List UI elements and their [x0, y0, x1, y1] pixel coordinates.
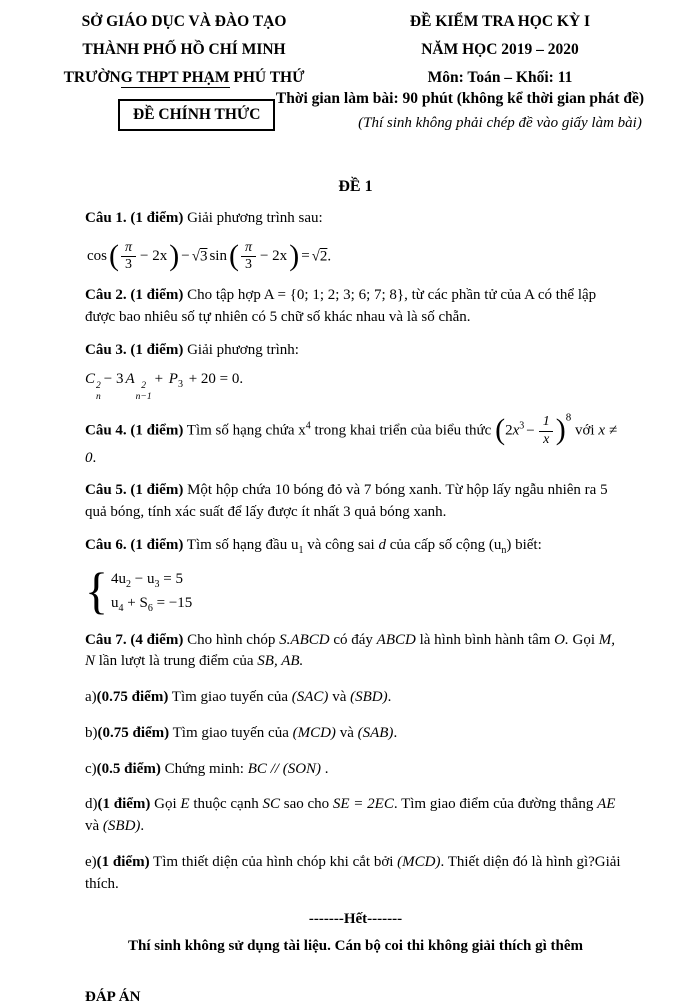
- math-token: π: [125, 239, 133, 255]
- question-3-label: Câu 3. (1 điểm): [85, 341, 184, 358]
- math-token: =: [301, 248, 310, 265]
- issuer-line-1: SỞ GIÁO DỤC VÀ ĐÀO TẠO: [81, 13, 287, 30]
- math-token: 6: [147, 603, 153, 615]
- math-token: −: [526, 422, 535, 439]
- exam-duration: Thời gian làm bài: 90 phút (không kể thời gian phát đề): [275, 90, 645, 107]
- question-5-label: Câu 5. (1 điểm): [85, 482, 184, 499]
- math-supsub: [96, 381, 101, 403]
- school-name-underlined: G THPT PHẠM: [120, 69, 230, 86]
- question-4-text: trong khai triển của biểu thức: [310, 422, 496, 439]
- subquestion-points: (1 điểm): [97, 796, 151, 813]
- math-token: − 2x: [140, 248, 168, 265]
- subquestion-text: .: [387, 689, 392, 706]
- question-6-text: của cấp số cộng: [385, 536, 489, 553]
- question-2-text: Cho tập hợp A = {0; 1; 2; 3; 6; 7; 8}, từ các phần tử của A có thể lập được bao nhiêu số tự nhiên có 5 chữ số khác nhau và là số chẵn.: [85, 287, 597, 325]
- question-6-text: Tìm số hạng đầu u: [183, 536, 299, 553]
- math-token: .: [327, 248, 332, 265]
- subquestion-text: . Tìm giao điểm của đường thẳng: [393, 796, 598, 813]
- subquestion-math: SE = 2EC: [332, 796, 394, 813]
- subquestion-math: BC // (SON): [247, 760, 322, 777]
- official-exam-stamp: ĐỀ CHÍNH THỨC: [118, 99, 275, 131]
- subquestion-points: (0.75 điểm): [97, 724, 170, 741]
- radical-icon: √: [311, 248, 320, 265]
- math-token: − 2x: [259, 248, 288, 265]
- subquestion-letter: e): [85, 853, 97, 870]
- math-token: cos: [87, 248, 107, 265]
- question-5-text: Một hộp chứa 10 bóng đỏ và 7 bóng xanh. Từ hộp lấy ngẫu nhiên ra 5 quả bóng, tính xác suất để lấy được ít nhất 3 quả bóng xanh.: [85, 482, 608, 521]
- question-1-text: Giải phương trình sau:: [183, 210, 323, 226]
- math-token: 8: [565, 411, 572, 424]
- question-2: [85, 285, 626, 329]
- question-7e: [85, 852, 626, 896]
- question-7-math: O.: [554, 631, 569, 648]
- question-7c: [85, 759, 626, 781]
- math-token: 2: [126, 579, 132, 591]
- question-4-label: Câu 4. (1 điểm): [85, 422, 184, 439]
- math-paren: ): [506, 536, 512, 553]
- subquestion-text: Gọi: [150, 796, 181, 813]
- math-paren: ): [555, 413, 566, 447]
- math-token: 3: [241, 256, 256, 273]
- math-token: 2: [505, 422, 513, 439]
- question-6: [85, 535, 626, 557]
- math-token: 3: [177, 379, 183, 391]
- school-name: [58, 64, 310, 92]
- school-name-pre: TRƯỜN: [63, 69, 121, 86]
- math-token: u: [493, 536, 502, 553]
- math-sqrt: [312, 248, 328, 264]
- subquestion-text: và: [328, 689, 351, 706]
- exam-title: ĐỀ KIỂM TRA HỌC KỲ I: [409, 13, 591, 30]
- question-1-label: Câu 1. (1 điểm): [85, 210, 184, 226]
- question-7-math: SB, AB.: [257, 653, 304, 670]
- subquestion-points: (0.75 điểm): [96, 689, 169, 706]
- math-token: 1: [542, 414, 550, 430]
- exam-code-title: ĐỀ 1: [338, 178, 373, 195]
- question-5: [85, 480, 626, 524]
- subquestion-math: (SBD): [350, 689, 388, 706]
- subquestion-letter: d): [85, 796, 98, 813]
- math-paren: ): [289, 238, 300, 272]
- math-token: x: [539, 431, 553, 448]
- math-token: −: [181, 248, 190, 265]
- exam-title-block: [350, 8, 650, 92]
- subquestion-text: .: [140, 818, 145, 835]
- math-token: 2: [319, 248, 328, 265]
- math-token: n−1: [135, 392, 152, 403]
- subquestion-text: Tìm thiết diện của hình chóp khi cắt bởi: [149, 853, 398, 870]
- math-token: + 20 = 0.: [184, 371, 244, 388]
- math-token: π: [244, 239, 252, 255]
- math-token: 3: [519, 420, 525, 432]
- math-supsub: [136, 381, 152, 403]
- subquestion-letter: c): [85, 760, 97, 777]
- question-7: [85, 630, 626, 674]
- subquestion-points: (0.5 điểm): [96, 760, 161, 777]
- subquestion-math: E: [180, 796, 190, 813]
- math-paren: ): [169, 238, 180, 272]
- question-7-math: ABCD: [376, 631, 416, 648]
- radical-icon: √: [191, 248, 200, 265]
- math-token: A: [125, 371, 135, 388]
- subquestion-text: .: [393, 724, 398, 741]
- question-7-label: Câu 7. (4 điểm): [85, 631, 184, 648]
- subquestion-math: (SAB): [357, 724, 394, 741]
- footer-instruction: Thí sinh không sử dụng tài liệu. Cán bộ coi thi không giải thích gì thêm: [128, 938, 583, 955]
- system-line-1: [111, 570, 192, 589]
- question-6-label: Câu 6. (1 điểm): [85, 536, 184, 553]
- question-7-text: lần lượt là trung điểm của: [95, 653, 258, 670]
- subquestion-math: SC: [262, 796, 280, 813]
- math-token: sin: [209, 248, 227, 265]
- answer-key-heading: ĐÁP ÁN: [85, 989, 141, 1006]
- math-token: 3: [154, 579, 160, 591]
- math-token: u: [111, 595, 119, 612]
- subquestion-math: (SBD): [102, 818, 141, 835]
- subquestion-math: (MCD): [292, 724, 336, 741]
- math-token: − 3: [103, 371, 124, 388]
- subquestion-text: Chứng minh:: [160, 760, 248, 777]
- document-header: [0, 0, 684, 150]
- question-3: [85, 340, 626, 362]
- math-token: 4u: [111, 571, 127, 588]
- subquestion-text: và: [85, 818, 103, 835]
- subquestion-math: AE: [597, 796, 616, 813]
- question-2-label: Câu 2. (1 điểm): [85, 287, 184, 304]
- issuer-line-2: THÀNH PHỐ HỒ CHÍ MINH: [82, 41, 286, 58]
- exam-year: NĂM HỌC 2019 – 2020: [421, 41, 579, 58]
- question-4-text: Tìm số hạng chứa x: [183, 422, 306, 439]
- math-token: x: [512, 422, 520, 439]
- math-token: 2: [96, 381, 101, 392]
- math-token: 3: [121, 256, 136, 273]
- math-token: = 5: [159, 571, 183, 588]
- math-token: P: [168, 371, 178, 388]
- math-token: d: [378, 536, 386, 553]
- subquestion-text: thuộc cạnh: [189, 796, 263, 813]
- exam-body: [0, 178, 684, 1006]
- math-fraction: [241, 241, 256, 273]
- question-7-text: Gọi: [568, 631, 599, 648]
- question-7-text: có đáy: [329, 631, 377, 648]
- math-token: + S: [123, 595, 148, 612]
- question-3-text: Giải phương trình:: [183, 341, 299, 358]
- subquestion-text: Tìm giao tuyến của: [169, 724, 293, 741]
- question-7-text: Cho hình chóp: [183, 631, 280, 648]
- subquestion-text: sao cho: [279, 796, 333, 813]
- math-paren: (: [495, 413, 506, 447]
- math-token: 2: [141, 381, 146, 392]
- subquestion-text: .: [321, 760, 329, 777]
- math-token: +: [154, 371, 167, 388]
- school-name-post: PHÚ THỨ: [229, 69, 305, 86]
- end-marker: -------Hết-------: [308, 911, 403, 928]
- subquestion-text: . Thiết diện đó là hình gì?Giải thích.: [85, 853, 621, 892]
- math-fraction: [121, 241, 136, 273]
- question-7a: [85, 687, 626, 709]
- subquestion-letter: a): [85, 689, 97, 706]
- math-paren: (: [109, 238, 119, 272]
- question-4-text: .: [92, 449, 97, 466]
- subquestion-text: Tìm giao tuyến của: [168, 689, 292, 706]
- math-token: 1: [298, 544, 304, 556]
- question-7-math: M, N: [85, 631, 615, 670]
- math-token: − u: [131, 571, 155, 588]
- system-lines: [111, 570, 192, 613]
- candidate-note: (Thí sinh không phải chép đề vào giấy làm bài): [358, 115, 642, 131]
- math-token: 3: [199, 248, 208, 265]
- question-7b: [85, 723, 626, 745]
- exam-subject: Môn: Toán – Khối: 11: [427, 69, 573, 86]
- math-brace: {: [85, 563, 109, 619]
- math-sqrt: [192, 248, 208, 264]
- question-4-math: x ≠ 0: [85, 422, 617, 466]
- question-6-text: và công sai: [303, 536, 379, 553]
- question-1-formula: [85, 238, 626, 273]
- subquestion-math: (SAC): [291, 689, 329, 706]
- system-line-2: [111, 594, 192, 613]
- math-fraction: [539, 415, 554, 447]
- issuer-block: [58, 8, 310, 92]
- subquestion-math: (MCD): [397, 853, 441, 870]
- question-1: [85, 208, 626, 230]
- question-4-text: với: [571, 422, 599, 439]
- question-6-system: [85, 563, 626, 619]
- math-token: C: [85, 371, 96, 388]
- math-token: = −15: [152, 595, 193, 612]
- question-3-formula: [85, 372, 626, 403]
- question-7-text: là hình bình hành tâm: [415, 631, 555, 648]
- math-token: n: [501, 544, 507, 556]
- question-4: [85, 411, 626, 469]
- math-paren: (: [488, 536, 494, 553]
- question-6-text: biết:: [511, 536, 542, 553]
- math-token: 4: [305, 420, 311, 432]
- subquestion-points: (1 điểm): [96, 853, 150, 870]
- subquestion-letter: b): [85, 724, 98, 741]
- question-7-math: S.ABCD: [279, 631, 330, 648]
- math-token: 4: [118, 603, 124, 615]
- math-token: n: [96, 392, 101, 403]
- question-7d: [85, 794, 626, 838]
- math-paren: (: [228, 238, 239, 272]
- subquestion-text: và: [335, 724, 358, 741]
